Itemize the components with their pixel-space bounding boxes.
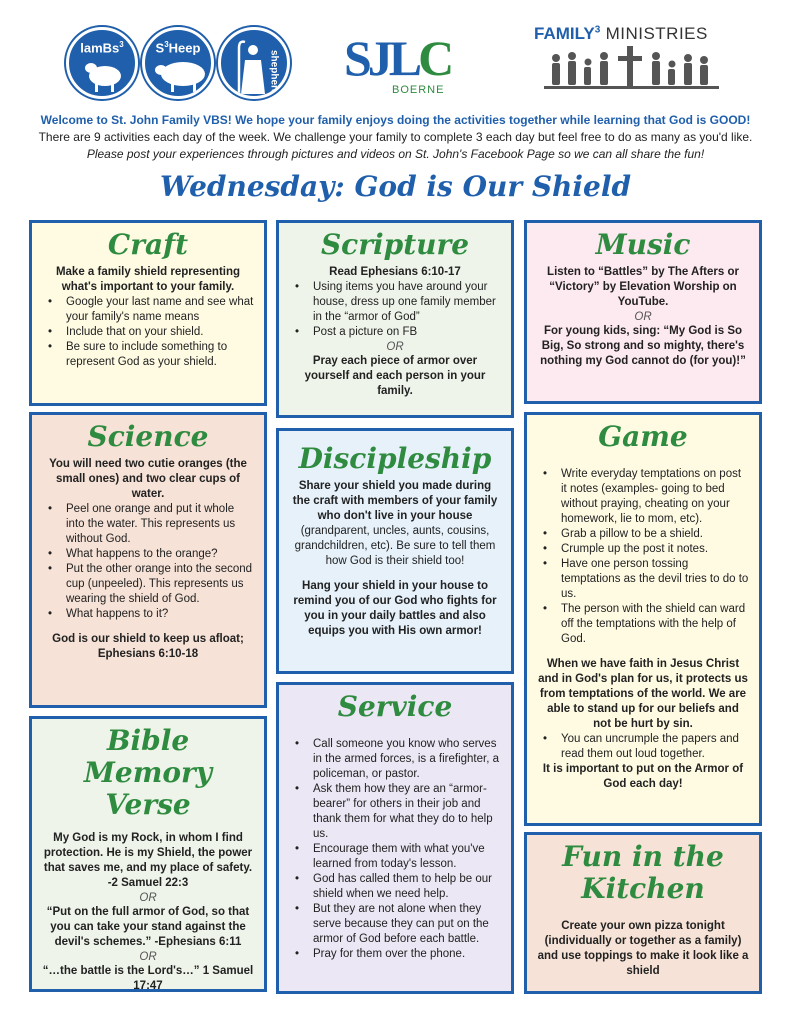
music-title: Music [595, 228, 691, 261]
science-lead: You will need two cutie oranges (the small ones) and two clear cups of water. [49, 458, 247, 500]
or-separator: OR [139, 951, 157, 963]
intro-text [0, 112, 791, 163]
lamb-icon [69, 30, 138, 99]
list-item: • But they are not alone when they serve because they can put on the armor of God before each battle. [289, 902, 501, 947]
list-item: • Pray for them over the phone. [289, 947, 501, 962]
list-item: • Using items you have around your house, dress up one family member in the “armor of God” [289, 280, 501, 325]
or-separator: OR [634, 311, 652, 323]
intro-welcome: Welcome to St. John Family VBS! We hope your family enjoys doing the activities together while learning that God is GOOD! [40, 113, 751, 127]
list-item: • Be sure to include something to represent God as your shield. [42, 340, 254, 370]
sjlc-logo: SJLC BOERNE [344, 30, 451, 96]
music-kids-song: For young kids, sing: “My God is So Big, So strong and so mighty, there's nothing my God cannot do (for you)!” [540, 325, 746, 367]
craft-lead: Make a family shield representing what's important to your family. [55, 266, 241, 293]
science-list [42, 502, 254, 622]
intro-challenge: There are 9 activities each day of the week. We challenge your family to complete 3 each day but feel free to do as many as you'd like. [38, 130, 753, 144]
craft-card [29, 220, 267, 406]
science-title: Science [87, 420, 209, 453]
game-list-2 [537, 732, 749, 762]
list-item: • Have one person tossing temptations as the devil tries to do to us. [537, 557, 749, 602]
discipleship-hang-shield: Hang your shield in your house to remind you of our God who fights for you in your daily battles and also equips you with His own armor! [293, 580, 497, 637]
list-item: • Encourage them with what you've learned from today's lesson. [289, 842, 501, 872]
list-item: • What happens to the orange? [42, 547, 254, 562]
game-list [537, 467, 749, 647]
game-title: Game [598, 420, 688, 453]
family-ministries-logo: FAMILY$^3$ MINISTRIES [534, 24, 734, 104]
kitchen-title: Fun in the Kitchen [562, 840, 724, 905]
shepherd-logo-label: shepherd$^3$ [268, 50, 283, 99]
scripture-card [276, 220, 514, 418]
craft-list [42, 295, 254, 370]
list-item: • Crumple up the post it notes. [537, 542, 749, 557]
science-takeaway: God is our shield to keep us afloat; Ephesians 6:10-18 [52, 633, 244, 660]
list-item: • Write everyday temptations on post it notes (examples- going to bed without praying, cheating on your homework, lie to mom, etc). [537, 467, 749, 527]
list-item: • God has called them to help be our shield when we need help. [289, 872, 501, 902]
kitchen-body: Create your own pizza tonight (individually or together as a family) and use toppings to make it look like a shield [537, 920, 749, 977]
service-card [276, 682, 514, 994]
game-card [524, 412, 762, 826]
discipleship-card [276, 428, 514, 674]
list-item: • Put the other orange into the second cup (unpeeled). This represents us wearing the shield of God. [42, 562, 254, 607]
intro-facebook-note: Please post your experiences through pictures and videos on St. John's Facebook Page so we can all share the fun! [86, 147, 705, 161]
memory-verse-3: “…the battle is the Lord's…” 1 Samuel 17:47 [42, 965, 254, 992]
sheep-logo [142, 27, 214, 99]
sheep-logo-label: $S^3Heep$ [155, 40, 201, 56]
or-separator: OR [139, 892, 157, 904]
list-item: • Include that on your shield. [42, 325, 254, 340]
service-list [289, 737, 501, 962]
list-item: • The person with the shield can ward off the temptations with the help of God. [537, 602, 749, 647]
service-title: Service [337, 690, 453, 723]
sheep-icon [145, 30, 214, 99]
discipleship-lead: Share your shield you made during the craft with members of your family who don't live in your house (grandparent, uncles, aunts, cousins, grandchildren, etc). Be sure to tell them how God is their shield too! [292, 480, 498, 567]
shepherd-logo [218, 27, 290, 99]
scripture-list [289, 280, 501, 340]
list-item: • Call someone you know who serves in the armed forces, is a firefighter, a policeman, or pastor. [289, 737, 501, 782]
game-takeaway: It is important to put on the Armor of God each day! [542, 763, 744, 790]
scripture-prayer: Pray each piece of armor over yourself and each person in your family. [304, 355, 486, 397]
memory-verse-2: “Put on the full armor of God, so that you can take your stand against the devil's schemes.” -Ephesians 6:11 [46, 906, 250, 948]
discipleship-title: Discipleship [298, 442, 492, 475]
science-card [29, 412, 267, 708]
list-item: • You can uncrumple the papers and read them out loud together. [537, 732, 749, 762]
music-lead: Listen to “Battles” by The Afters or “Victory” by Elevation Worship on YouTube. [547, 266, 739, 308]
music-card [524, 220, 762, 404]
lambs-logo [66, 27, 138, 99]
list-item: • Grab a pillow to be a shield. [537, 527, 749, 542]
craft-title: Craft [107, 228, 189, 261]
list-item: • What happens to it? [42, 607, 254, 622]
header [0, 0, 791, 110]
game-faith-note: When we have faith in Jesus Christ and in God's plan for us, it protects us from temptations of the world. We are able to stand up for our beliefs and not be hurt by sin. [538, 658, 748, 730]
lambs-logo-label: lamBs$^3$ [80, 40, 124, 56]
or-separator: OR [386, 341, 404, 353]
page-title: Wednesday: God is Our Shield [159, 170, 632, 203]
family-silhouette-icon [534, 44, 734, 100]
memory-verse-title: Bible Memory Verse [83, 724, 213, 821]
list-item: • Ask them how they are an “armor-bearer” for others in their job and thank them for what they do to help us. [289, 782, 501, 842]
list-item: • Post a picture on FB [289, 325, 501, 340]
memory-verse-1: My God is my Rock, in whom I find protection. He is my Shield, the power that saves me, and my place of safety. -2 Samuel 22:3 [43, 832, 253, 889]
kitchen-card [524, 832, 762, 994]
sjlc-logo-subtitle: BOERNE [392, 84, 445, 96]
memory-verse-card [29, 716, 267, 992]
list-item: • Peel one orange and put it whole into the water. This represents us without God. [42, 502, 254, 547]
scripture-title: Scripture [320, 228, 470, 261]
list-item: • Google your last name and see what your family's name means [42, 295, 254, 325]
scripture-lead: Read Ephesians 6:10-17 [329, 266, 461, 278]
